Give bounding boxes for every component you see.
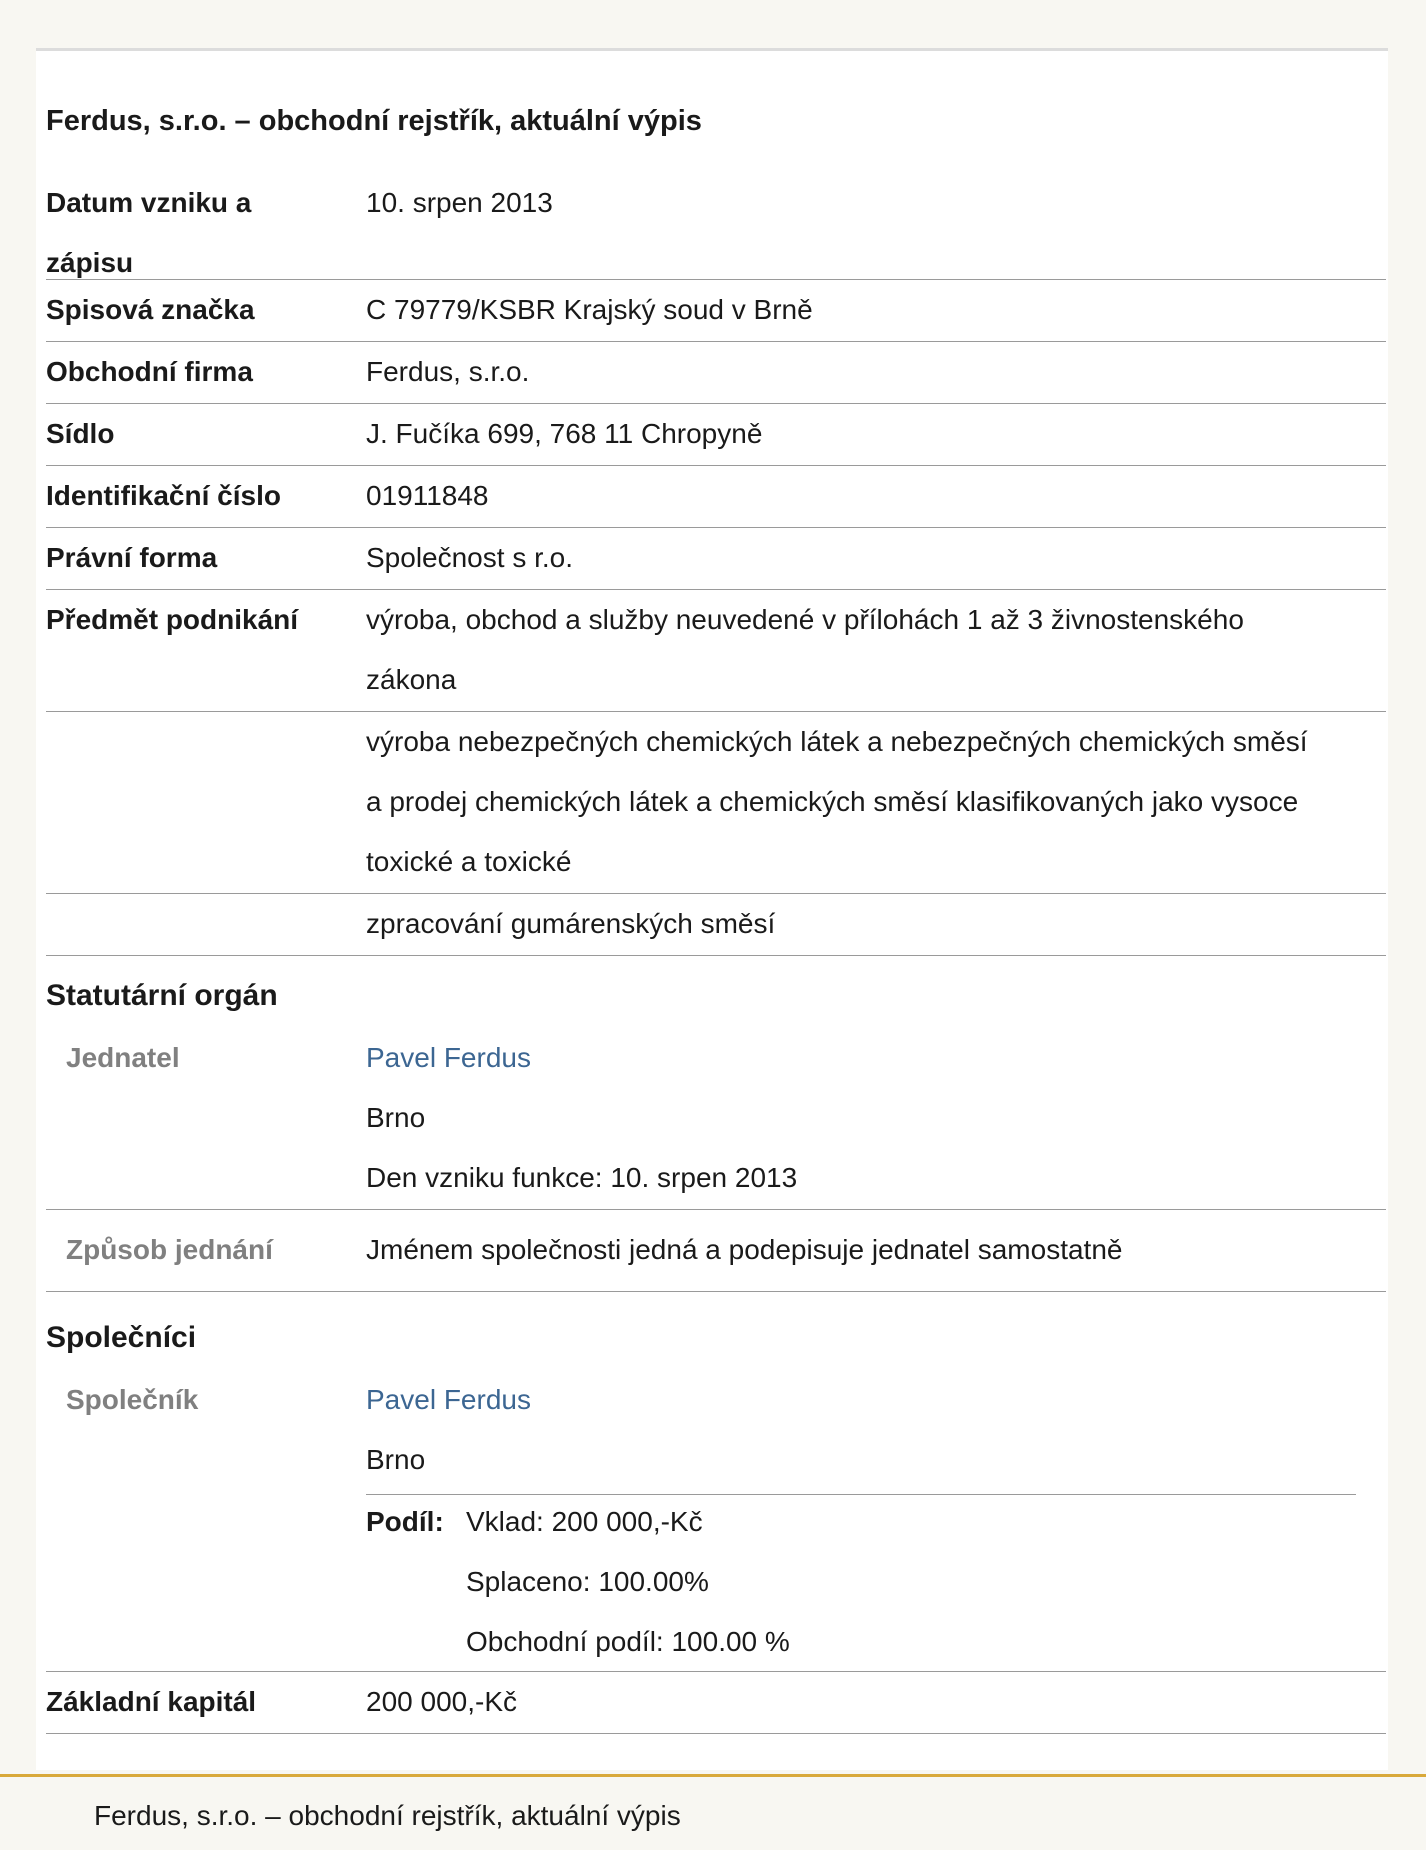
value-spisova-znacka: C 79779/KSBR Krajský soud v Brně: [366, 294, 813, 325]
page-title: Ferdus, s.r.o. – obchodní rejstřík, aktuální výpis: [46, 105, 702, 137]
registry-card: [36, 48, 1388, 1770]
value-predmet-2-line-2: a prodej chemických látek a chemických směsí klasifikovaných jako vysoce: [366, 786, 1299, 817]
link-spolecnik-name[interactable]: Pavel Ferdus: [366, 1384, 531, 1415]
row-predmet-2: [46, 712, 1386, 894]
value-predmet-1-line-1: výroba, obchod a služby neuvedené v přílohách 1 až 3 živnostenského: [366, 604, 1244, 635]
row-spolecnik: [46, 1370, 1386, 1672]
value-sidlo: J. Fučíka 699, 768 11 Chropyně: [366, 418, 763, 449]
value-predmet-2-line-3: toxické a toxické: [366, 846, 572, 877]
value-pravni-forma: Společnost s r.o.: [366, 542, 574, 573]
value-jednatel-since: Den vzniku funkce: 10. srpen 2013: [366, 1162, 798, 1193]
value-zakladni-kapital: 200 000,-Kč: [366, 1686, 517, 1717]
row-spisova-znacka: [46, 280, 1386, 342]
value-jednatel-city: Brno: [366, 1102, 426, 1133]
label-zakladni-kapital: Základní kapitál: [46, 1686, 257, 1717]
value-vklad: Vklad: 200 000,-Kč: [466, 1506, 703, 1537]
value-splaceno: Splaceno: 100.00%: [466, 1566, 709, 1597]
value-obchodni-podil: Obchodní podíl: 100.00 %: [466, 1626, 790, 1657]
row-zpusob-jednani: [46, 1210, 1386, 1292]
label-datum-vzniku-cont: zápisu: [46, 247, 134, 278]
label-pravni-forma: Právní forma: [46, 542, 218, 573]
section-statutarni-organ: Statutární orgán: [46, 979, 278, 1012]
label-jednatel: Jednatel: [66, 1042, 180, 1073]
label-podil: Podíl:: [366, 1506, 444, 1537]
row-predmet-podnikani: [46, 590, 1386, 712]
value-predmet-3-line-1: zpracování gumárenských směsí: [366, 908, 776, 939]
footer-caption: Ferdus, s.r.o. – obchodní rejstřík, aktuální výpis: [94, 1800, 681, 1831]
value-predmet-2-line-1: výroba nebezpečných chemických látek a nebezpečných chemických směsí: [366, 726, 1308, 757]
label-sidlo: Sídlo: [46, 418, 115, 449]
row-obchodni-firma: [46, 342, 1386, 404]
value-predmet-1-line-2: zákona: [366, 664, 457, 695]
row-sidlo: [46, 404, 1386, 466]
value-spolecnik-city: Brno: [366, 1444, 426, 1475]
value-obchodni-firma: Ferdus, s.r.o.: [366, 356, 530, 387]
label-obchodni-firma: Obchodní firma: [46, 356, 253, 387]
label-datum-vzniku: Datum vzniku a: [46, 187, 252, 218]
label-spolecnik: Společník: [66, 1384, 199, 1415]
row-zakladni-kapital: [46, 1672, 1386, 1734]
value-zpusob-jednani: Jménem společnosti jedná a podepisuje jednatel samostatně: [366, 1234, 1123, 1265]
label-spisova-znacka: Spisová značka: [46, 294, 255, 325]
label-predmet-podnikani: Předmět podnikání: [46, 604, 299, 635]
row-datum-vzniku: [46, 177, 1386, 280]
value-ico: 01911848: [366, 480, 489, 511]
row-predmet-3: [46, 894, 1386, 956]
row-jednatel: [46, 1028, 1386, 1210]
value-datum-vzniku: 10. srpen 2013: [366, 187, 553, 218]
label-zpusob-jednani: Způsob jednání: [66, 1234, 273, 1265]
section-spolecnici: Společníci: [46, 1321, 197, 1354]
link-jednatel-name[interactable]: Pavel Ferdus: [366, 1042, 531, 1073]
row-ico: [46, 466, 1386, 528]
label-ico: Identifikační číslo: [46, 480, 281, 511]
footer-divider: [0, 1774, 1426, 1777]
row-pravni-forma: [46, 528, 1386, 590]
